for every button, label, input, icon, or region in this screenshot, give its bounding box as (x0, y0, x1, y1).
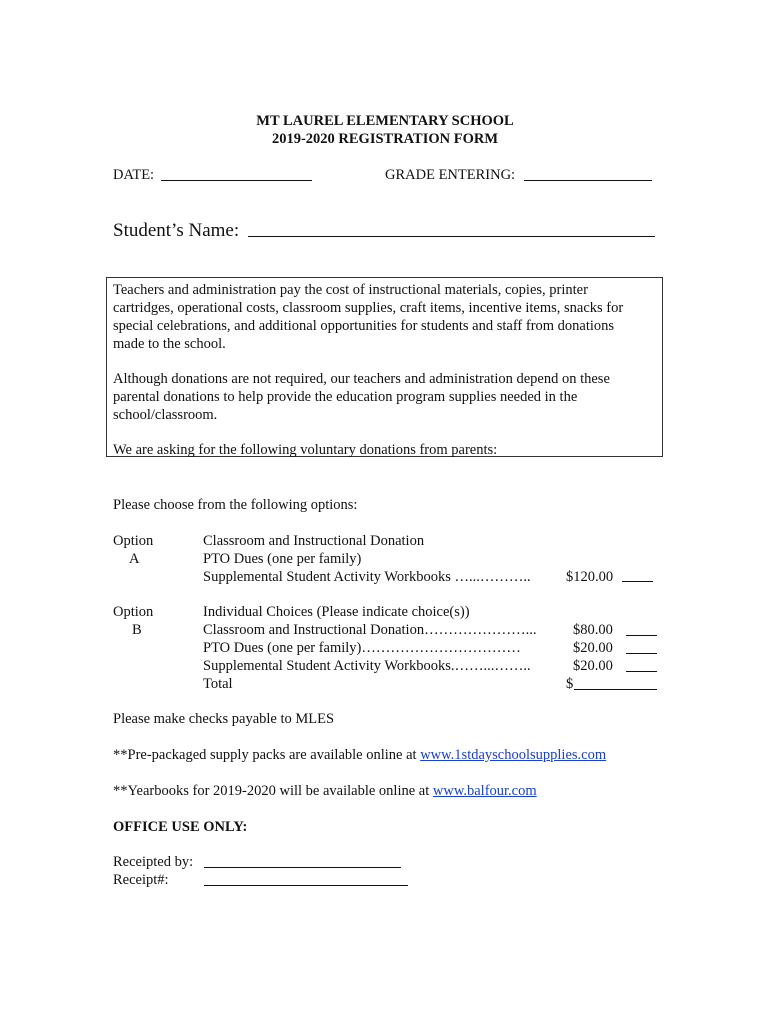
option-b-letter: B (132, 622, 142, 638)
supply-note (113, 746, 606, 764)
option-b-total-label: Total (203, 676, 233, 692)
option-b-label: Option (113, 604, 154, 620)
checks-text: Please make checks payable to MLES (113, 711, 335, 727)
option-a-letter: A (129, 551, 140, 567)
yearbook-text: **Yearbooks for 2019-2020 will be available online at (113, 783, 433, 799)
grade-field[interactable] (524, 180, 652, 181)
option-b-total-prefix: $ (566, 676, 574, 692)
option-b-check-field[interactable] (626, 653, 657, 654)
option-a-item: Supplemental Student Activity Workbooks …...……….. (203, 569, 531, 585)
option-a-label: Option (113, 533, 154, 549)
supply-text: **Pre-packaged supply packs are available online at (113, 747, 421, 763)
notice-paragraph-2: Although donations are not required, our teachers and administration depend on these parental donations to help provide the education program supplies needed in the school/classroom. (113, 371, 610, 423)
form-title: 2019-2020 REGISTRATION FORM (271, 131, 499, 147)
option-b-check-field[interactable] (626, 671, 657, 672)
option-a-item: Classroom and Instructional Donation (203, 533, 425, 549)
option-b-item: Supplemental Student Activity Workbooks.……...…….. (203, 658, 531, 674)
date-field[interactable] (161, 180, 312, 181)
office-heading: OFFICE USE ONLY: (113, 819, 248, 835)
receipt-number-label: Receipt#: (113, 872, 169, 888)
option-a-check-field[interactable] (622, 581, 653, 582)
option-b-item: Classroom and Instructional Donation…………………... (203, 622, 537, 638)
date-label: DATE: (113, 167, 155, 183)
option-b-check-field[interactable] (626, 635, 657, 636)
grade-label: GRADE ENTERING: (385, 167, 516, 183)
student-name-label: Student’s Name: (113, 220, 240, 241)
option-a-item: PTO Dues (one per family) (203, 551, 362, 567)
choose-text: Please choose from the following options: (113, 497, 358, 513)
notice-paragraph-1: Teachers and administration pay the cost of instructional materials, copies, printer cartridges, operational costs, classroom supplies, craft items, incentive items, snacks for special celebrations, and additional opportunities for students and staff from donations made to the school. (113, 282, 624, 352)
school-name: MT LAUREL ELEMENTARY SCHOOL (256, 113, 514, 129)
option-b-amount: $20.00 (573, 640, 613, 656)
supply-link[interactable]: www.1stdayschoolsupplies.com (420, 747, 607, 763)
option-b-heading: Individual Choices (Please indicate choice(s)) (203, 604, 470, 620)
option-b-amount: $80.00 (573, 622, 613, 638)
yearbook-note (113, 782, 537, 800)
yearbook-link[interactable]: www.balfour.com (432, 783, 537, 799)
receipted-by-label: Receipted by: (113, 854, 194, 870)
notice-paragraph-3: We are asking for the following voluntary donations from parents: (113, 442, 498, 458)
option-b-item: PTO Dues (one per family)…………………………… (203, 640, 521, 656)
option-b-total-field[interactable] (574, 689, 657, 690)
option-b-amount: $20.00 (573, 658, 613, 674)
student-name-field[interactable] (248, 236, 655, 237)
option-a-amount: $120.00 (566, 569, 614, 585)
receipt-number-field[interactable] (204, 885, 408, 886)
receipted-by-field[interactable] (204, 867, 401, 868)
